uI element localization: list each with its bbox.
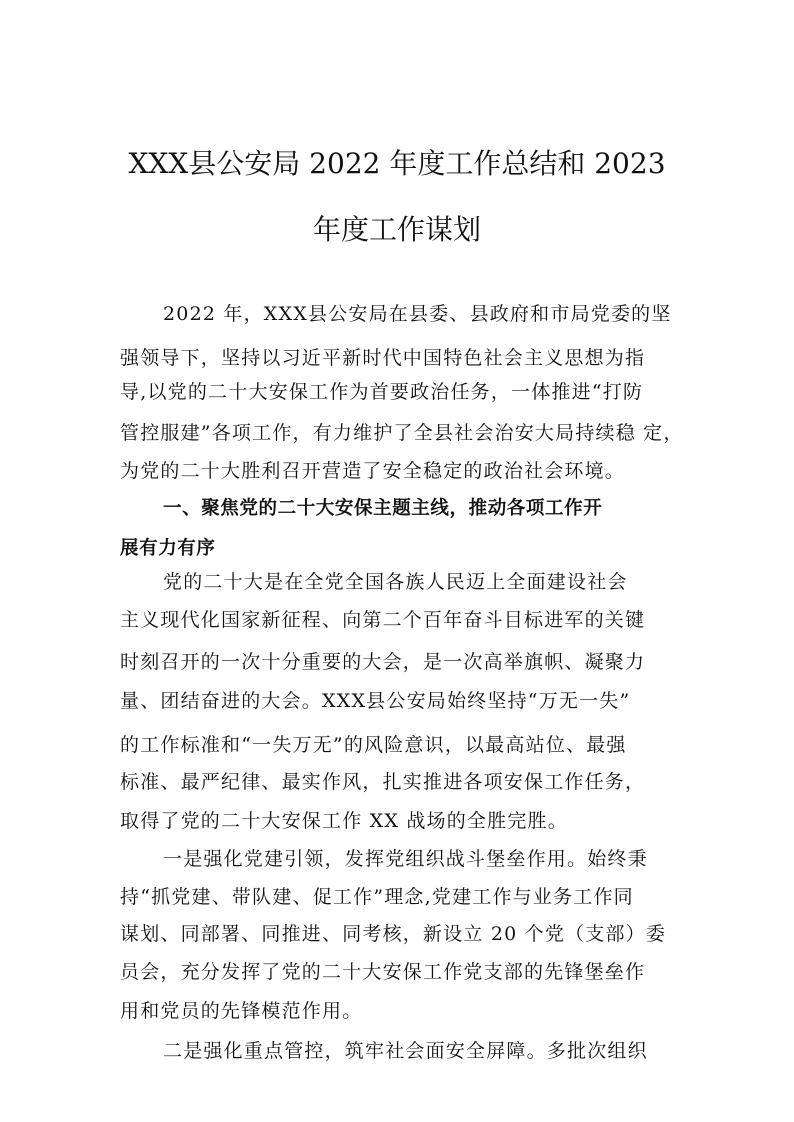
intro-line: 强领导下，坚持以习近平新时代中国特色社会主义思想为指 xyxy=(120,347,646,369)
body-line: 持“抓党建、带队建、促工作”理念,党建工作与业务工作同 xyxy=(120,886,634,908)
body-line: 党的二十大是在全党全国各族人民迈上全面建设社会 xyxy=(163,571,628,593)
body-line: 时刻召开的一次十分重要的大会，是一次高举旗帜、凝聚力 xyxy=(120,651,646,673)
intro-line: 2022 年，XXX县公安局在县委、县政府和市局党委的坚 xyxy=(163,303,672,325)
document-title-line-2: 年度工作谋划 xyxy=(312,213,481,246)
body-line: 一是强化党建引领，发挥党组织战斗堡垒作用。始终秉 xyxy=(163,848,648,870)
body-line: 标准、最严纪律、最实作风，扎实推进各项安保工作任务， xyxy=(120,771,646,793)
body-line: 用和党员的先锋模范作用。 xyxy=(120,1000,363,1022)
intro-line: 导,以党的二十大安保工作为首要政治任务，一体推进“打防 xyxy=(120,381,644,403)
body-line: 主义现代化国家新征程、向第二个百年奋斗目标进军的关键 xyxy=(120,609,646,631)
body-line: 取得了党的二十大安保工作 XX 战场的全胜完胜。 xyxy=(120,810,568,832)
body-line: 的工作标准和“一失万无”的风险意识，以最高站位、最强 xyxy=(120,734,627,756)
body-line: 谋划、同部署、同推进、同考核，新设立 20 个党（支部）委 xyxy=(120,923,667,945)
section-heading: 一、聚焦党的二十大安保主题主线，推动各项工作开 xyxy=(163,498,603,519)
intro-line: 为党的二十大胜利召开营造了安全稳定的政治社会环境。 xyxy=(120,460,626,482)
section-heading: 展有力有序 xyxy=(120,538,216,559)
document-title-line-1: XXX县公安局 2022 年度工作总结和 2023 xyxy=(128,147,666,180)
intro-line: 管控服建”各项工作，有力维护了全县社会治安大局持续稳 定， xyxy=(120,422,684,444)
body-line: 二是强化重点管控，筑牢社会面安全屏障。多批次组织 xyxy=(163,1040,648,1062)
body-line: 员会，充分发挥了党的二十大安保工作党支部的先锋堡垒作 xyxy=(120,961,646,983)
body-line: 量、团结奋进的大会。XXX县公安局始终坚持“万无一失” xyxy=(120,690,631,712)
